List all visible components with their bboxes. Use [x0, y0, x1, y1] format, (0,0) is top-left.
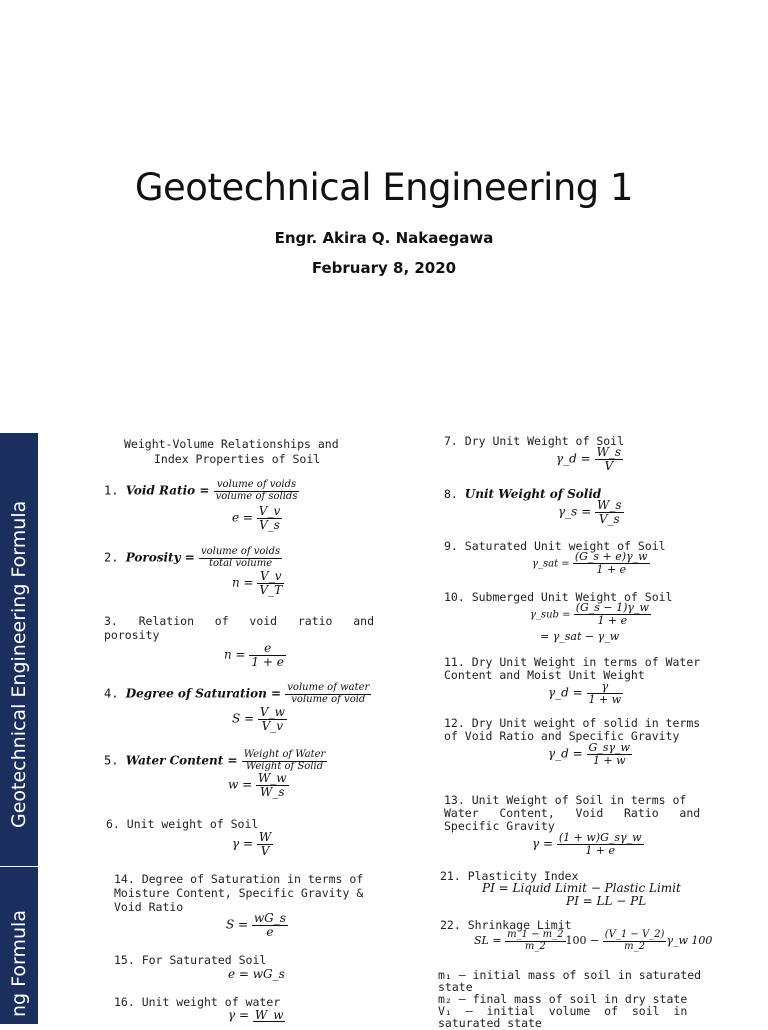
item-plasticity-index: 21. Plasticity Index — [440, 869, 579, 883]
formula-plasticity-index-2: PI = LL − PL — [566, 894, 647, 908]
formula-water-content: w = $\frac{W\_w}{W\_s}$ — [228, 771, 287, 799]
item-submerged-unit-weight: 10. Submerged Unit Weight of Soil — [444, 590, 673, 604]
formula-shrinkage-limit: SL = $\frac{m\_1 - m\_2}{m\_2}$ 100 − $\frac{(V\_1 - V\_2)}{m\_2}$ γ_w 100 — [474, 929, 713, 952]
sidebar-banner-lower — [0, 867, 38, 1024]
item-dry-unit-weight-water-content-2: Content and Moist Unit Weight — [444, 668, 645, 682]
sidebar-banner — [0, 433, 38, 866]
formula-relation: n = $\frac{e}{1 + e}$ — [224, 641, 284, 669]
sidebar-label-partial: ng Formula — [8, 910, 30, 1017]
item-void-ratio: 1. Void Ratio = $\frac{\text{volume of voids}}{\text{volume of solids}}$ — [104, 479, 298, 502]
item-degree-saturation-terms-2: Moisture Content, Specific Gravity & — [114, 886, 364, 900]
item-shrinkage-limit: 22. Shrinkage Limit — [440, 918, 572, 932]
item-unit-weight-water: 16. Unit weight of water — [114, 995, 281, 1009]
slide-title: Geotechnical Engineering 1 — [134, 166, 634, 209]
item-dry-unit-weight-water-content: 11. Dry Unit Weight in terms of Water — [444, 655, 701, 669]
item-relation-void-porosity: 3. Relation of void ratio and — [104, 614, 375, 628]
note-v1-2: saturated state — [438, 1016, 542, 1030]
item-porosity: 2. Porosity = $\frac{\text{volume of voids}}{\text{total volume}}$ — [104, 546, 281, 569]
item-saturated-soil: 15. For Saturated Soil — [114, 953, 267, 967]
sidebar-label: Geotechnical Engineering Formula — [8, 500, 30, 828]
note-m1-2: state — [438, 980, 473, 994]
item-degree-saturation: 4. Degree of Saturation = $\frac{\text{volume of water}}{\text{volume of void}}$ — [104, 682, 370, 705]
author-name: Engr. Akira Q. Nakaegawa — [274, 229, 494, 247]
formula-degree-saturation-terms: S = $\frac{wG\_s}{e}$ — [226, 911, 286, 939]
item-unit-weight-soil-terms-3: Specific Gravity — [444, 819, 555, 833]
item-saturated-unit-weight: 9. Saturated Unit weight of Soil — [444, 539, 666, 553]
note-m2: m₂ – final mass of soil in dry state — [438, 992, 688, 1006]
item-unit-weight-solid: 8. Unit Weight of Solid — [444, 487, 602, 501]
formula-porosity: n = $\frac{V\_v}{V\_T}$ — [232, 569, 283, 597]
section-heading: Weight-Volume Relationships and — [124, 437, 339, 451]
note-m1: m₁ – initial mass of soil in saturated — [438, 968, 702, 982]
item-degree-saturation-terms: 14. Degree of Saturation in terms of — [114, 872, 364, 886]
item-unit-weight-soil: 6. Unit weight of Soil — [106, 817, 259, 831]
section-heading-2: Index Properties of Soil — [154, 452, 321, 466]
item-unit-weight-soil-terms: 13. Unit Weight of Soil in terms of — [444, 793, 687, 807]
item-unit-weight-soil-terms-2: Water Content, Void Ratio and — [444, 806, 701, 820]
note-v1: V₁ – initial volume of soil in — [438, 1004, 688, 1018]
item-degree-saturation-terms-3: Void Ratio — [114, 900, 184, 914]
formula-submerged-unit-weight: γ_sub = $\frac{(G\_s - 1)\gamma\_w}{1 + e}$ — [530, 601, 649, 627]
formula-saturated-soil: e = wG_s — [228, 967, 285, 981]
item-water-content: 5. Water Content = $\frac{\text{Weight of Water}}{\text{Weight of Solid}}$ — [104, 749, 326, 772]
item-dry-unit-weight-void-ratio-2: of Void Ratio and Specific Gravity — [444, 729, 680, 743]
formula-void-ratio: e = $\frac{V\_v}{V\_s}$ — [232, 504, 281, 532]
formula-degree-saturation: S = $\frac{V\_w}{V\_v}$ — [232, 705, 285, 733]
formula-unit-weight-solid: γ_s = $\frac{W\_s}{V\_s}$ — [558, 498, 622, 526]
item-dry-unit-weight: 7. Dry Unit Weight of Soil — [444, 434, 625, 448]
presentation-date: February 8, 2020 — [311, 259, 457, 277]
formula-dry-unit-weight-void-ratio: γ_d = $\frac{G\_s\gamma\_w}{1 + w}$ — [548, 741, 630, 767]
formula-dry-unit-weight: γ_d = $\frac{W\_s}{V}$ — [556, 445, 622, 473]
item-dry-unit-weight-void-ratio: 12. Dry Unit weight of solid in terms — [444, 716, 701, 730]
formula-submerged-unit-weight-2: = γ_sat − γ_w — [540, 630, 620, 643]
formula-unit-weight-water: γ = W_w — [228, 1007, 284, 1022]
formula-unit-weight-soil-terms: γ = $\frac{(1 + w)G\_s\gamma\_w}{1 + e}$ — [532, 831, 642, 857]
formula-plasticity-index: PI = Liquid Limit − Plastic Limit — [482, 881, 681, 895]
formula-dry-unit-weight-water-content: γ_d = $\frac{\gamma}{1 + w}$ — [548, 680, 622, 706]
formula-unit-weight-soil: γ = $\frac{W}{V}$ — [232, 830, 272, 858]
formula-saturated-unit-weight: γ_sat = $\frac{(G\_s + e)\gamma\_w}{1 + e}$ — [532, 550, 648, 576]
item-relation-void-porosity-2: porosity — [104, 628, 160, 642]
